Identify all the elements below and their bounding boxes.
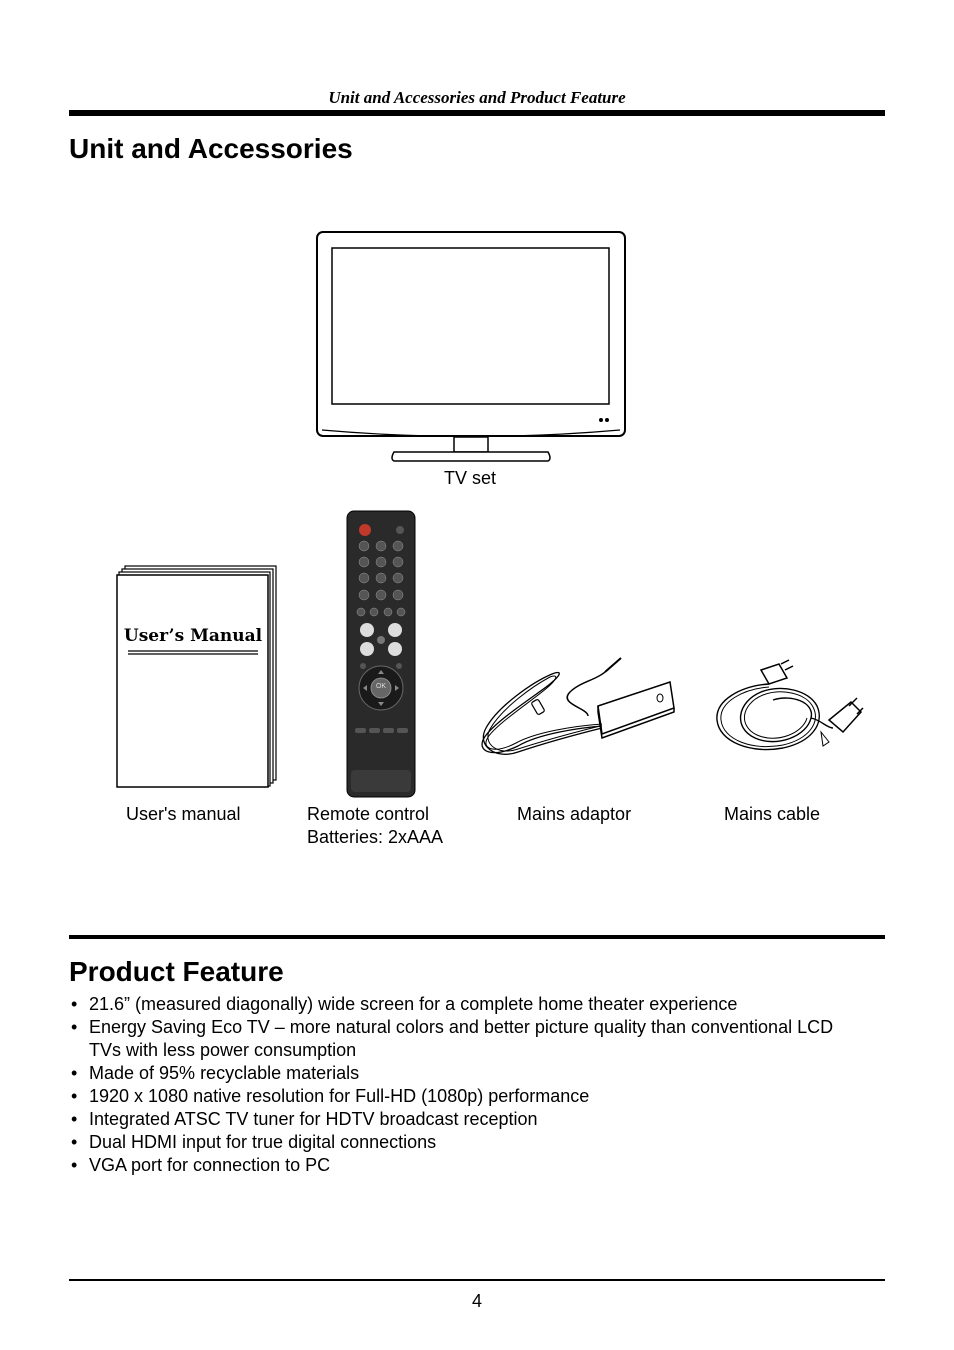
remote-ok-label: OK — [375, 683, 387, 690]
page-number: 4 — [471, 1291, 482, 1311]
running-header: Unit and Accessories and Product Feature — [328, 88, 626, 107]
caption-mains-adaptor: Mains adaptor — [517, 804, 632, 824]
list-item — [69, 1131, 885, 1154]
caption-tv-set: TV set — [444, 468, 497, 488]
remote-control-icon — [346, 510, 416, 798]
caption-batteries: Batteries: 2xAAA — [307, 827, 444, 847]
caption-mains-cable: Mains cable — [724, 804, 821, 824]
feature-list — [69, 993, 885, 1177]
mains-adaptor-icon — [478, 654, 676, 764]
header-rule — [69, 110, 885, 116]
caption-remote-control: Remote control — [307, 804, 430, 824]
bullet: • — [71, 994, 78, 1014]
feature-text: Energy Saving Eco TV – more natural colors and better picture quality than conventional LCD TVs with less power consumption — [89, 1017, 834, 1060]
manual-cover-title: User’s Manual — [123, 626, 263, 646]
feature-text: VGA port for connection to PC — [89, 1155, 331, 1175]
bullet: • — [71, 1109, 78, 1129]
list-item — [69, 1062, 885, 1085]
feature-text: Made of 95% recyclable materials — [89, 1063, 360, 1083]
feature-text: Dual HDMI input for true digital connections — [89, 1132, 437, 1152]
tv-set-icon — [316, 231, 628, 463]
section-title-unit: Unit and Accessories — [69, 133, 353, 164]
users-manual-icon — [116, 565, 278, 789]
section-rule — [69, 935, 885, 939]
caption-users-manual: User's manual — [126, 804, 241, 824]
section-title-feature: Product Feature — [69, 956, 284, 987]
bullet: • — [71, 1132, 78, 1152]
list-item — [69, 993, 885, 1016]
feature-text: 21.6” (measured diagonally) wide screen for a complete home theater experience — [89, 994, 738, 1014]
bullet: • — [71, 1063, 78, 1083]
mains-cable-icon — [711, 662, 863, 764]
list-item — [69, 1108, 885, 1131]
bullet: • — [71, 1155, 78, 1175]
feature-text: 1920 x 1080 native resolution for Full-HD (1080p) performance — [89, 1086, 590, 1106]
list-item — [69, 1085, 885, 1108]
list-item — [69, 1154, 885, 1177]
footer-rule — [69, 1279, 885, 1281]
list-item — [69, 1016, 885, 1062]
bullet: • — [71, 1086, 78, 1106]
bullet: • — [71, 1017, 78, 1037]
feature-text: Integrated ATSC TV tuner for HDTV broadcast reception — [89, 1109, 538, 1129]
